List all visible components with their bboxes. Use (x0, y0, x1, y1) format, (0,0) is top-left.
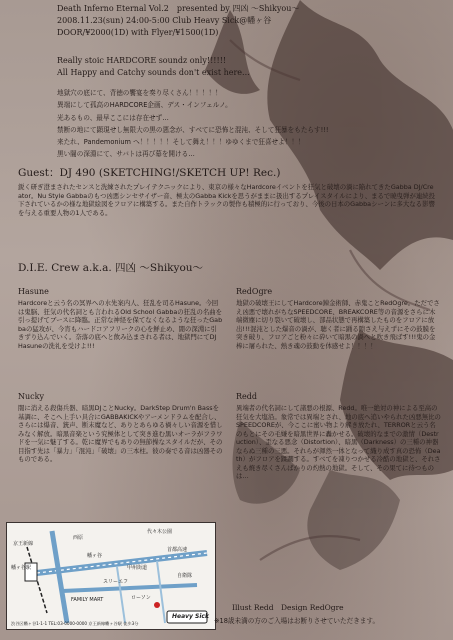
map-label: 代々木公園 (147, 529, 173, 535)
intro-line: 禁断の地にて顕現せし無限大の黒の悪念が、すべてに恐怖と混沌、そして狂暴をもたらす!!! (57, 126, 329, 134)
map-label: 幡ヶ谷 (87, 553, 103, 559)
age-notice: ※18歳未満の方のご入場はお断りさせていただきます。 (214, 617, 380, 625)
event-door-line: DOOR/¥2000(1D) with Flyer/¥1500(1D) (57, 28, 219, 37)
member-bio-redd: 異端者の代名詞にして諸悪の根源、Redd。唯一絶対の神による至高の狂気を大塩沿。象常では異端とされ、地の底へ追いやられた凶悪無比のSPEEDCOREが、今ここに蜜い物より解き放たれ、TERRORと云う名のもとにその毛嫌を暗黒世界に轟かせる。破壊的なまでの激情（Destruction）、歪なる悪念（Distortion）、暗黒（Darkness）の三種の神器ならぬ三種の三悪。それらが渾然一体となって織り成す真の恐怖（Death）がフロアを蹂躙する。すべてを凍りつかせる冷酷の地獄と、それさえも焼き尽くさんばかりの灼熱の地獄。そして、その果てに待つものは… (236, 404, 441, 480)
map-label: 京王新線 (13, 541, 34, 547)
member-name-redogre: RedOgre (236, 287, 273, 296)
venue-map-label: Heavy Sick (172, 613, 209, 620)
map-label: 自衛隊 (177, 573, 193, 579)
crew-heading: D.I.E. Crew a.k.a. 四凶 ～Shikyou～ (18, 262, 204, 274)
map-label: 幡ヶ谷駅 (11, 565, 32, 571)
intro-line: 来たれ、Pandemonium へ！！！！！そして舞え！！！ゆゆくまで狂喜せよ！！！ (57, 138, 305, 146)
member-name-redd: Redd (236, 392, 257, 401)
map-label: スリーエフ (103, 579, 129, 585)
member-name-nucky: Nucky (18, 392, 44, 401)
member-name-hasune: Hasune (18, 287, 49, 296)
map-label: 首都高速 (167, 547, 188, 553)
map-label: 甲州街道 (127, 565, 148, 571)
intro-line: 光あるもの、最早ここには存在せず… (57, 114, 169, 122)
intro-line: 黒い闇の深淵にて、サバトは再び幕を開ける… (57, 150, 195, 158)
event-title-line: Death Inferno Eternal Vol.2 presented by 四凶 ～Shikyou～ (57, 4, 300, 13)
guest-description: 鋭く研ぎ澄まされたセンスと洗練されたプレイテクニックにより、東京の様々なHardcoreイベントを狂気と破壊の渦に陥れてきたGabba DJ/Creator。Nu Style Gabbaのもつ凶悪シンセサイザー音、極太のGabba Kickを思うがままに扱出するプレイスタイルにより、まるで暁曳弾が連続投下されているかの様な地獄絵図をフロアに構築する。また自作トラックの製作も積極的に行っており、今後の日本のGabbaシーンに多大なる影響を与える重要人物の1人である。 (18, 183, 436, 217)
intro-line: 地獄穴の底にて、背徳の饗宴を奏り尽くさん！！！！！ (57, 89, 222, 97)
venue-address: 渋谷区幡ヶ谷1-1-1 TEL:03-0000-0000 京王新線幡ヶ谷駅 徒歩3分 (11, 621, 139, 626)
guest-heading: Guest：DJ 490 (SKETCHING!/SKETCH UP! Rec.) (18, 167, 281, 179)
event-date-line: 2008.11.23(sun) 24:00-5:00 Club Heavy Sick@幡ヶ谷 (57, 16, 272, 25)
member-bio-nucky: 闇に消える殺傷兵器、暗黒DJことNucky。DarkStep Drum'n Bassを基調に、そこへ上手い具合にGABBAKICKやアーメンドラムを配合し、さらには爆音、銃声、断末魔など、ありとあらゆる禍々しい音源を惜しみなく解放。暗黒音楽という究極体として突き進む黒いオーラがフラワドを一気に魅了する。乾に魔界でもありの無節操なスタイルだが、その目指す先は「暴力」「混沌」「破壊」の三本柱。彼の奏でる音は凶器そのものである。 (18, 404, 223, 463)
map-label: FAMILY MART (71, 597, 104, 603)
tagline-line-1: Really stoic HARDCORE soundz only!!!!!! (57, 56, 227, 65)
venue-map (6, 522, 216, 630)
credits-line: Illust Redd Design RedOgre (232, 603, 344, 612)
map-label: ローソン (131, 595, 151, 601)
member-bio-hasune: Hardcoreと云う名の冥界への水先案内人、狂乱を司るHasune。今回は鬼脳、狂気の代名詞とも言われるOld School Gabbaの狂乱の名曲を引っ提げてブースに降臨。正常な神経を保てなくなるような狂ったGabbaの猛攻が、今宵もハードコアフリークの心を鮮止め、闇の深淵に引きずり込んでいく。奈落の底へと飲み込まされる者は、地獄門にてDJ Hasuneの洗礼を受けよ!!! (18, 299, 223, 350)
map-label: 西原 (73, 535, 84, 541)
intro-line: 異端にして孤高のHARDCORE企画、デス・インフェルノ。 (57, 101, 232, 109)
member-bio-redogre: 地獄の破壊王にしてHardcore錬金術師、赤鬼ことRedOgre。ただでさえ凶悪で壊れがちなSPEEDCORE、BREAKCORE等の音源をさらに木端微塵に切り裂いて破壊し、部品状態で再構築したものをフロアに放出!!!混沌とした爆音の渦が、聴く者に踊る隙さえ与えずにその鼓膜を突き破り、フロアごと粉々に砕いて暗黒の渦へと吹き飛ばす!!!鬼の金棒に屠られた、熱き魂の鼓動を体感せよ！！！！ (236, 299, 440, 350)
tagline-line-2: All Happy and Catchy sounds don't exist here... (57, 68, 250, 77)
